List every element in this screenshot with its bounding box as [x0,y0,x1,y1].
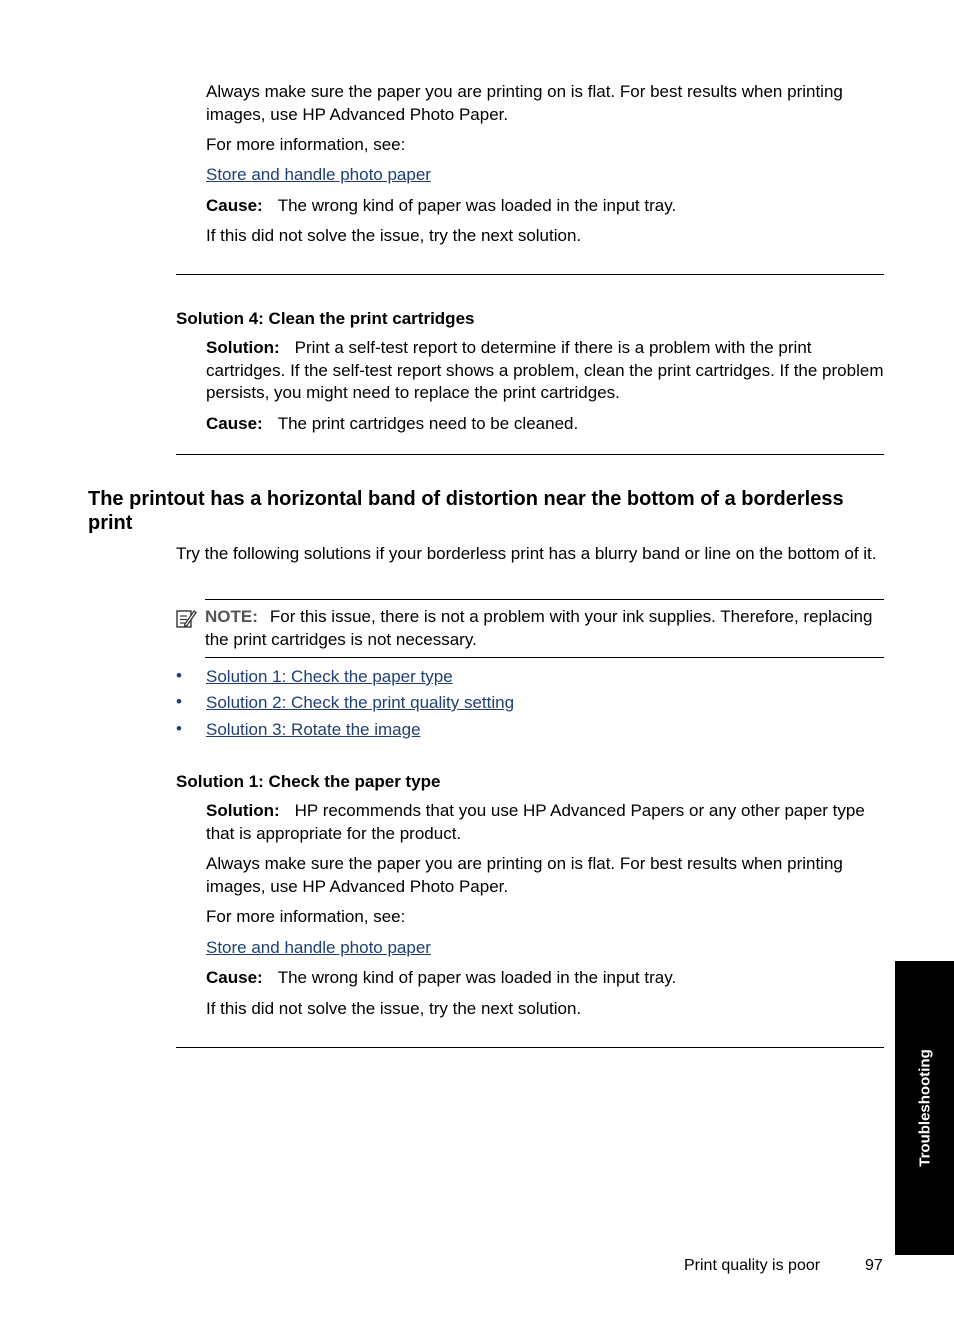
note-bottom-rule [205,657,884,658]
body-paragraph: Always make sure the paper you are printing on is flat. For best results when printing images, use HP Advanced Photo Paper. [206,82,843,124]
body-paragraph: For more information, see: [206,907,406,926]
divider [176,274,884,275]
note-paragraph [205,606,887,651]
solution-4-heading: Solution 4: Clean the print cartridges [176,309,475,328]
note-text: For this issue, there is not a problem with your ink supplies. Therefore, replacing the print cartridges is not necessary. [205,607,873,649]
solution-text: HP recommends that you use HP Advanced Papers or any other paper type that is appropriate for the product. [206,801,865,843]
bullet: • [176,666,182,685]
solution-1-heading: Solution 1: Check the paper type [176,772,441,791]
solution-text: Print a self-test report to determine if there is a problem with the print cartridges. If the self-test report shows a problem, clean the print cartridges. If the problem persists, you might need to replace the print cartridges. [206,338,884,402]
cause-label: Cause: [206,414,263,433]
footer-section-title: Print quality is poor [684,1257,821,1274]
note-icon [175,608,197,630]
solution-label: Solution: [206,338,280,357]
solution-3-link[interactable]: Solution 3: Rotate the image [206,720,421,739]
note-top-rule [205,599,884,600]
divider [176,454,884,455]
body-paragraph: If this did not solve the issue, try the next solution. [206,226,582,245]
solution-label: Solution: [206,801,280,820]
body-paragraph: For more information, see: [206,135,406,154]
cause-text: The wrong kind of paper was loaded in the input tray. [277,196,677,215]
body-paragraph: Always make sure the paper you are printing on is flat. For best results when printing images, use HP Advanced Photo Paper. [206,854,843,896]
bullet: • [176,719,182,738]
body-paragraph: If this did not solve the issue, try the next solution. [206,999,582,1018]
solution-paragraph [206,337,886,405]
solution-paragraph [206,800,886,845]
store-photo-paper-link[interactable]: Store and handle photo paper [206,938,431,957]
cause-text: The wrong kind of paper was loaded in the input tray. [277,968,677,987]
store-photo-paper-link[interactable]: Store and handle photo paper [206,165,431,184]
cause-line [206,413,578,436]
chapter-tab [895,961,954,1255]
note-label: NOTE: [205,607,258,626]
page-number: 97 [865,1257,883,1274]
cause-label: Cause: [206,196,263,215]
intro-paragraph: Try the following solutions if your borderless print has a blurry band or line on the bottom of it. [176,544,877,563]
cause-label: Cause: [206,968,263,987]
cause-text: The print cartridges need to be cleaned. [277,414,579,433]
section-heading: The printout has a horizontal band of distortion near the bottom of a borderless print [88,488,844,534]
cause-line [206,967,676,990]
solution-2-link[interactable]: Solution 2: Check the print quality setting [206,693,515,712]
solution-1-link[interactable]: Solution 1: Check the paper type [206,667,453,686]
divider [176,1047,884,1048]
chapter-tab-label: Troubleshooting [916,1049,933,1167]
cause-line [206,195,676,218]
bullet: • [176,692,182,711]
